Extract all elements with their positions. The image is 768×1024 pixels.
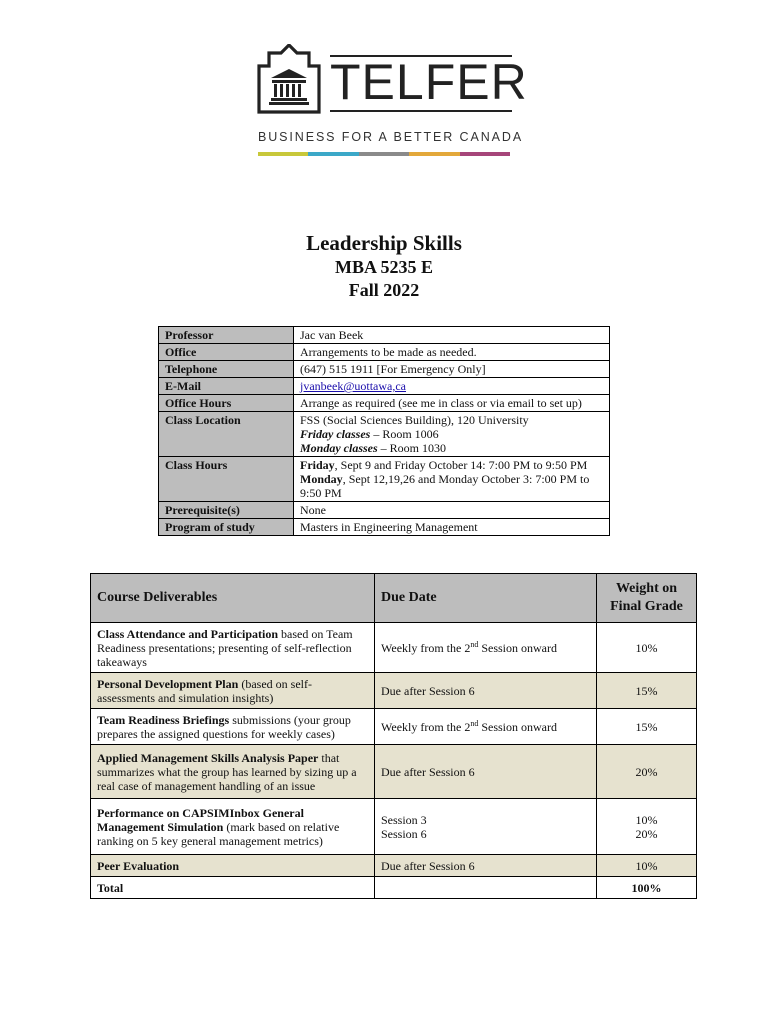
logo-wordmark: TELFER <box>330 54 528 110</box>
course-info-table <box>158 326 610 536</box>
deliverable-cell <box>91 799 375 855</box>
due-line: Session 3 <box>381 812 427 827</box>
table-row <box>159 502 610 519</box>
friday-hours: , Sept 9 and Friday October 14: 7:00 PM to 9:50 PM <box>334 458 588 472</box>
stripe-segment <box>308 152 358 156</box>
telephone-value: (647) 515 1911 [For Emergency Only] <box>294 361 610 378</box>
table-row <box>91 709 697 745</box>
deliverable-desc: that summarizes what the group has learned by sizing up a real case of management handling of an issue <box>97 750 357 793</box>
table-row <box>91 745 697 799</box>
friday-classes-room: – Room 1006 <box>370 427 439 441</box>
table-row <box>159 344 610 361</box>
table-row <box>159 412 610 457</box>
weight-line: 20% <box>635 826 658 841</box>
weight-cell: 10% <box>597 623 697 673</box>
stripe-segment <box>409 152 459 156</box>
class-location-building: FSS (Social Sciences Building), 120 University <box>300 413 529 427</box>
class-location-friday <box>300 427 603 441</box>
monday-hours: , Sept 12,19,26 and Monday October 3: 7:00 PM to 9:50 PM <box>300 472 590 500</box>
due-sup: nd <box>470 718 479 728</box>
logo-rule-bottom <box>330 110 512 112</box>
due-text: Weekly from the 2 <box>381 719 471 734</box>
due-date-cell <box>375 799 597 855</box>
program-value: Masters in Engineering Management <box>294 519 610 536</box>
professor-label: Professor <box>159 327 294 344</box>
program-label: Program of study <box>159 519 294 536</box>
friday-classes-label: Friday classes <box>300 427 371 441</box>
prerequisites-value: None <box>294 502 610 519</box>
class-location-label: Class Location <box>159 412 294 457</box>
weight-cell: 10% <box>597 855 697 877</box>
table-row <box>159 361 610 378</box>
stripe-segment <box>258 152 308 156</box>
deliverable-title: Team Readiness Briefings <box>97 712 230 727</box>
table-row <box>159 378 610 395</box>
deliverable-title: Class Attendance and Participation <box>97 626 279 641</box>
class-hours-value <box>294 457 610 502</box>
course-header <box>0 230 768 302</box>
telephone-label: Telephone <box>159 361 294 378</box>
weight-cell: 15% <box>597 709 697 745</box>
table-row <box>159 519 610 536</box>
course-term: Fall 2022 <box>348 280 420 300</box>
class-hours-monday <box>300 472 603 500</box>
class-location-value <box>294 412 610 457</box>
course-code: MBA 5235 E <box>334 257 433 277</box>
building-icon <box>256 44 322 114</box>
table-row <box>91 799 697 855</box>
weight-cell <box>597 799 697 855</box>
logo-color-stripe <box>258 152 510 156</box>
course-name: Leadership Skills <box>306 231 462 255</box>
class-hours-label: Class Hours <box>159 457 294 502</box>
deliverable-desc: (mark based on relative ranking on 5 key general management metrics) <box>97 819 340 848</box>
stripe-segment <box>359 152 409 156</box>
deliverable-cell <box>91 855 375 877</box>
deliverable-title: Personal Development Plan <box>97 676 239 691</box>
email-cell <box>294 378 610 395</box>
weight-cell: 15% <box>597 673 697 709</box>
col-header-weight <box>597 574 697 623</box>
table-row <box>159 457 610 502</box>
stripe-segment <box>460 152 510 156</box>
email-label: E-Mail <box>159 378 294 395</box>
col-header-weight-line1: Weight on <box>615 581 678 596</box>
due-date-cell: Due after Session 6 <box>375 673 597 709</box>
due-line: Session 6 <box>381 826 427 841</box>
email-link[interactable]: jvanbeek@uottawa,ca <box>300 379 407 393</box>
class-location-monday <box>300 441 603 455</box>
professor-value: Jac van Beek <box>294 327 610 344</box>
office-hours-value: Arrange as required (see me in class or via email to set up) <box>294 395 610 412</box>
deliverables-table <box>90 573 697 899</box>
col-header-due-date: Due Date <box>375 574 597 623</box>
table-row <box>91 855 697 877</box>
due-text-after: Session onward <box>478 719 558 734</box>
due-date-cell <box>375 709 597 745</box>
class-hours-friday <box>300 458 603 472</box>
deliverable-title: Peer Evaluation <box>97 858 180 873</box>
deliverable-cell <box>91 709 375 745</box>
total-row <box>91 877 697 899</box>
total-empty-cell <box>375 877 597 899</box>
due-text-after: Session onward <box>478 640 558 655</box>
due-text: Weekly from the 2 <box>381 640 471 655</box>
deliverable-desc: submissions (your group prepares the assigned questions for weekly cases) <box>97 712 351 741</box>
total-label: Total <box>91 877 375 899</box>
table-row <box>91 673 697 709</box>
col-header-weight-line2: Final Grade <box>610 599 683 614</box>
monday-classes-room: – Room 1030 <box>377 441 447 455</box>
monday-classes-label: Monday classes <box>300 441 378 455</box>
col-header-deliverables: Course Deliverables <box>91 574 375 623</box>
deliverable-cell <box>91 623 375 673</box>
due-date-cell: Due after Session 6 <box>375 855 597 877</box>
table-row <box>159 395 610 412</box>
total-weight: 100% <box>597 877 697 899</box>
weight-cell: 20% <box>597 745 697 799</box>
due-date-cell <box>375 623 597 673</box>
telfer-logo <box>256 44 528 160</box>
deliverable-desc: based on Team Readiness presentations; presenting of self-reflection takeaways <box>97 626 353 669</box>
deliverable-title: Performance on CAPSIMInbox General Management Simulation <box>97 805 304 834</box>
due-date-cell: Due after Session 6 <box>375 745 597 799</box>
deliverable-cell <box>91 745 375 799</box>
office-label: Office <box>159 344 294 361</box>
monday-label: Monday <box>300 472 343 486</box>
due-sup: nd <box>470 639 479 649</box>
office-value: Arrangements to be made as needed. <box>294 344 610 361</box>
table-row <box>159 327 610 344</box>
table-row <box>91 623 697 673</box>
friday-label: Friday <box>300 458 335 472</box>
table-header-row <box>91 574 697 623</box>
prerequisites-label: Prerequisite(s) <box>159 502 294 519</box>
deliverable-desc: (based on self-assessments and simulation insights) <box>97 676 312 705</box>
logo-tagline: BUSINESS FOR A BETTER CANADA <box>258 130 524 144</box>
office-hours-label: Office Hours <box>159 395 294 412</box>
deliverable-title: Applied Management Skills Analysis Paper <box>97 750 319 765</box>
weight-line: 10% <box>635 812 658 827</box>
deliverable-cell <box>91 673 375 709</box>
